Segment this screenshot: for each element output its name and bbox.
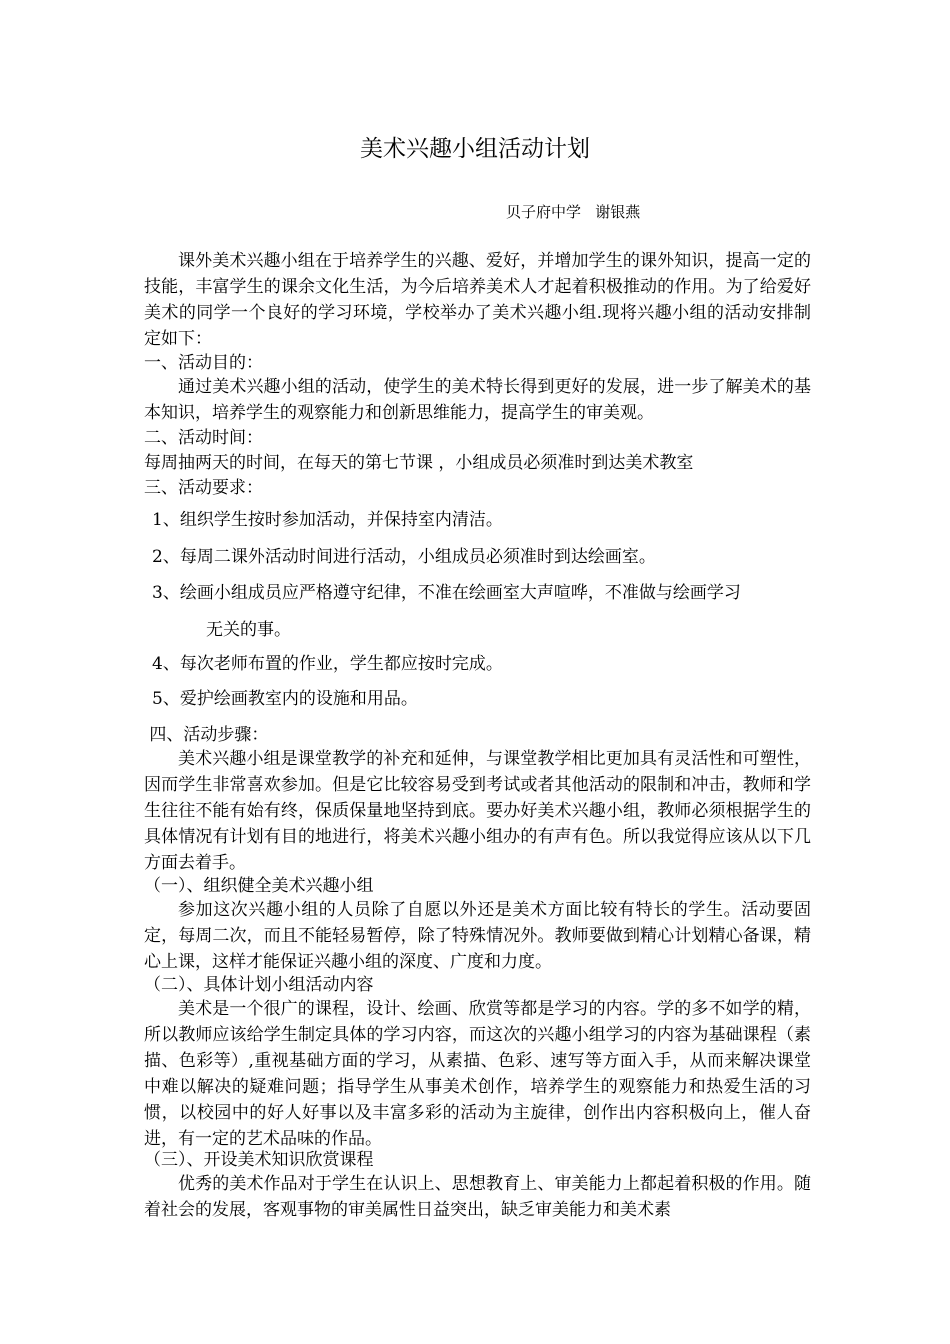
requirement-item: 2、每周二课外活动时间进行活动，小组成员必须准时到达绘画室。 <box>152 547 656 567</box>
intro-paragraph: 课外美术兴趣小组在于培养学生的兴趣、爱好，并增加学生的课外知识，提高一定的技能，丰富学生的课余文化生活，为今后培养美术人才起着积极推动的作用。为了给爱好美术的同学一个良好的学习环境，学校举办了美术兴趣小组.现将兴趣小组的活动安排制定如下： <box>144 251 811 349</box>
requirement-item-continuation: 无关的事。 <box>206 620 291 640</box>
section-heading-steps: 四、活动步骤： <box>144 725 269 745</box>
steps-paragraph: 美术兴趣小组是课堂教学的补充和延伸，与课堂教学相比更加具有灵活性和可塑性，因而学生非常喜欢参加。但是它比较容易受到考试或者其他活动的限制和冲击，教师和学生往往不能有始有终，保质保量地坚持到底。要办好美术兴趣小组，教师必须根据学生的具体情况有计划有目的地进行，将美术兴趣小组办的有声有色。所以我觉得应该从以下几方面去着手。 <box>144 749 811 873</box>
subsection-heading-3: （三）、开设美术知识欣赏课程 <box>144 1150 374 1170</box>
author-line: 贝子府中学 谢银燕 <box>506 203 641 221</box>
section-heading-purpose: 一、活动目的： <box>144 353 263 373</box>
subsection-2-paragraph: 美术是一个很广的课程，设计、绘画、欣赏等都是学习的内容。学的多不如学的精，所以教师应该给学生制定具体的学习内容，而这次的兴趣小组学习的内容为基础课程（素描、色彩等）,重视基础方面的学习，从素描、色彩、速写等方面入手，从而来解决课堂中难以解决的疑难问题；指导学生从事美术创作，培养学生的观察能力和热爱生活的习惯，以校园中的好人好事以及丰富多彩的活动为主旋律，创作出内容积极向上，催人奋进，有一定的艺术品味的作品。 <box>144 999 811 1149</box>
subsection-heading-2: （二）、具体计划小组活动内容 <box>144 975 374 995</box>
subsection-1-paragraph: 参加这次兴趣小组的人员除了自愿以外还是美术方面比较有特长的学生。活动要固定，每周二次，而且不能轻易暂停，除了特殊情况外。教师要做到精心计划精心备课，精心上课，这样才能保证兴趣小组的深度、广度和力度。 <box>144 900 811 972</box>
section-heading-requirements: 三、活动要求： <box>144 478 263 498</box>
requirement-item: 4、每次老师布置的作业，学生都应按时完成。 <box>152 654 503 674</box>
requirement-item: 1、组织学生按时参加活动，并保持室内清洁。 <box>152 510 503 530</box>
requirement-item: 3、绘画小组成员应严格遵守纪律，不准在绘画室大声喧哗，不准做与绘画学习 <box>152 583 741 603</box>
section-heading-time: 二、活动时间： <box>144 428 263 448</box>
document-title: 美术兴趣小组活动计划 <box>360 136 590 162</box>
purpose-paragraph: 通过美术兴趣小组的活动，使学生的美术特长得到更好的发展，进一步了解美术的基本知识，培养学生的观察能力和创新思维能力，提高学生的审美观。 <box>144 377 811 423</box>
subsection-heading-1: （一）、组织健全美术兴趣小组 <box>144 876 374 896</box>
time-paragraph: 每周抽两天的时间，在每天的第七节课 ，小组成员必须准时到达美术教室 <box>144 453 694 473</box>
subsection-3-paragraph: 优秀的美术作品对于学生在认识上、思想教育上、审美能力上都起着积极的作用。随着社会的发展，客观事物的审美属性日益突出，缺乏审美能力和美术素 <box>144 1174 811 1220</box>
requirement-item: 5、爱护绘画教室内的设施和用品。 <box>152 689 418 709</box>
